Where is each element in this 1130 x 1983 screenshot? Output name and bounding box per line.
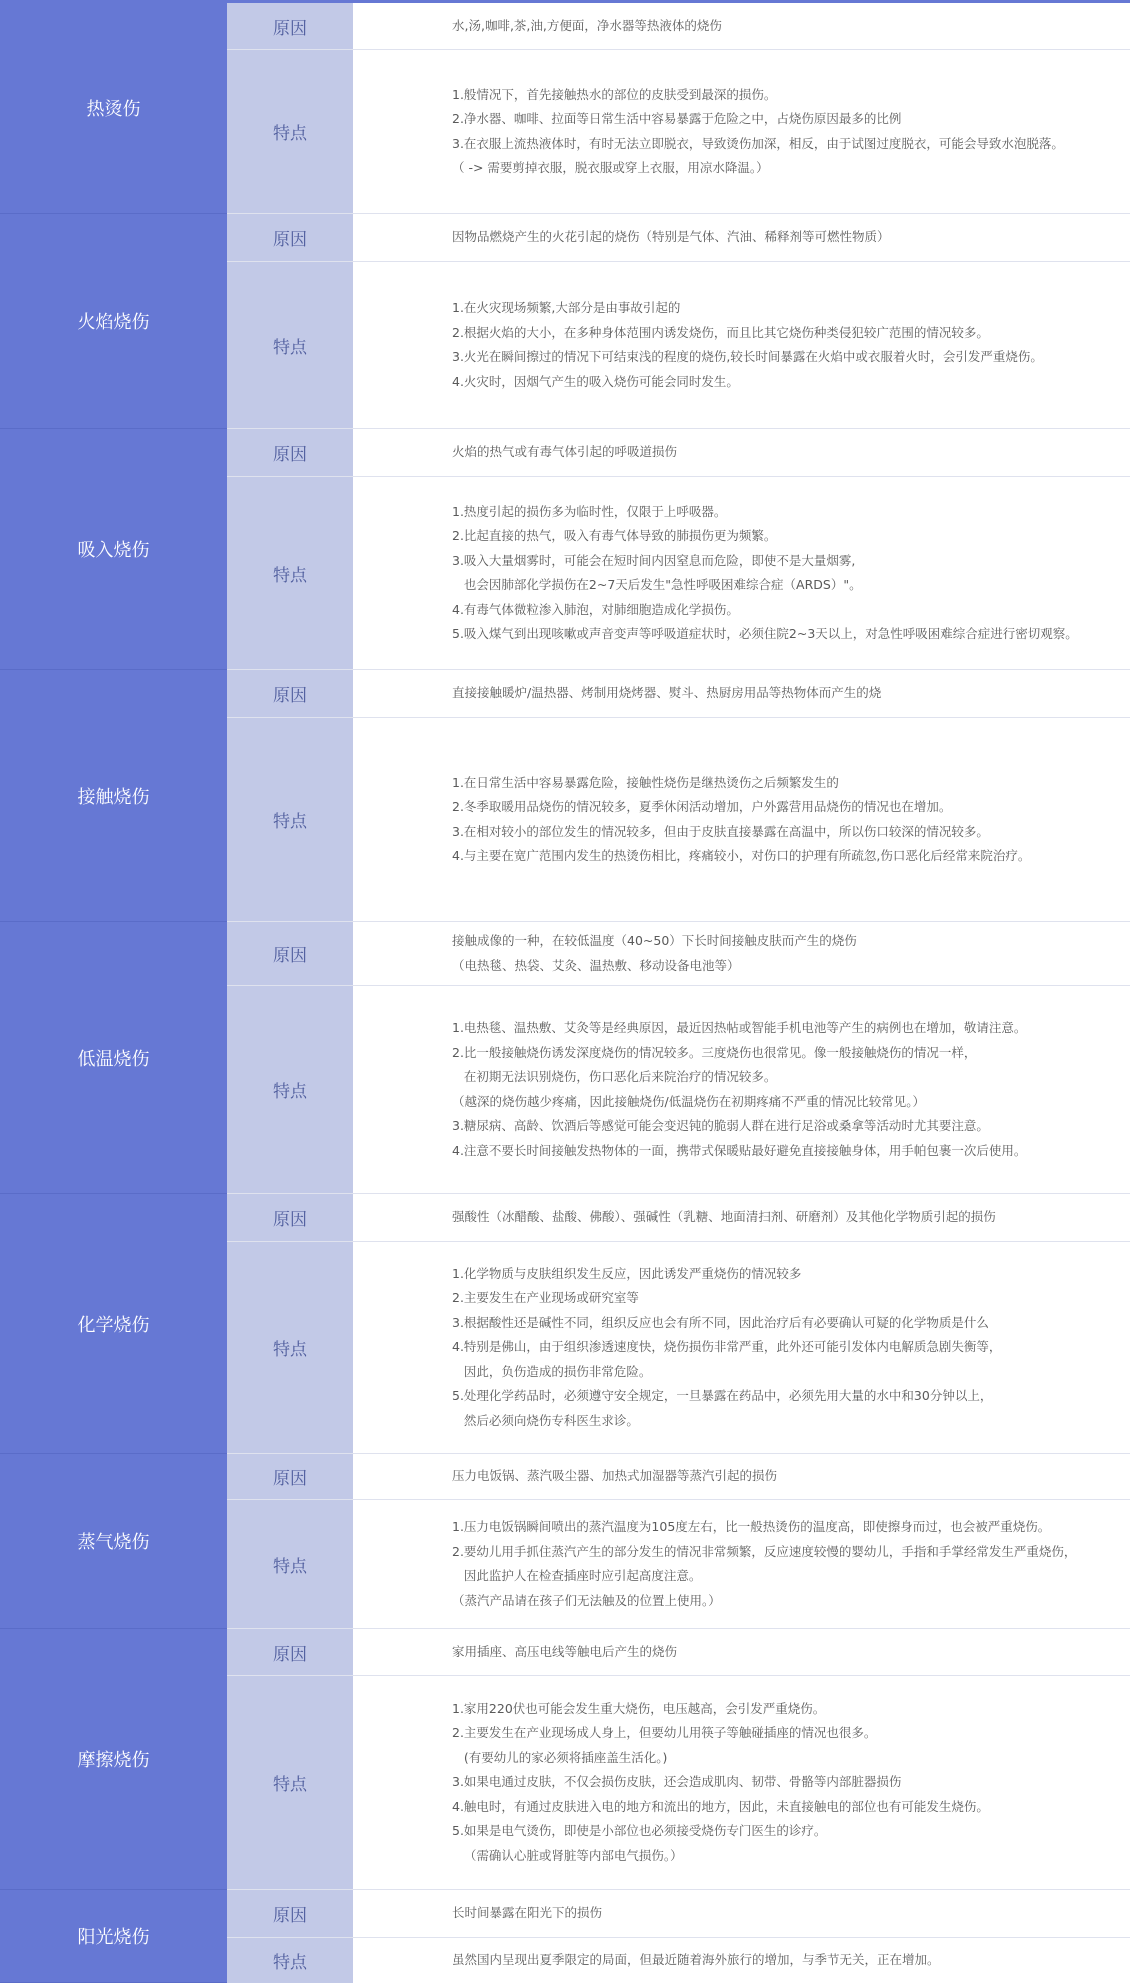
feature-line: 3.根据酸性还是碱性不同，组织反应也会有所不同，因此治疗后有必要确认可疑的化学物质是什么	[452, 1314, 989, 1330]
feature-line: 4.有毒气体微粒渗入肺泡，对肺细胞造成化学损伤。	[452, 601, 739, 617]
reason-row	[227, 214, 1130, 262]
reason-label: 原因	[227, 1454, 353, 1499]
reason-row	[227, 1890, 1130, 1938]
feature-line: 1.在日常生活中容易暴露危险，接触性烧伤是继热烫伤之后频繁发生的	[452, 774, 839, 790]
feature-line: 1.在火灾现场频繁,大部分是由事故引起的	[452, 300, 681, 315]
section-sun-burn	[0, 1890, 1130, 1983]
section-inhalation-burn	[0, 429, 1130, 670]
feature-line: 4.火灾时，因烟气产生的吸入烧伤可能会同时发生。	[452, 373, 739, 389]
reason-row	[227, 429, 1130, 477]
feature-line: 2.根据火焰的大小，在多种身体范围内诱发烧伤，而且比其它烧伤种类侵犯较广范围的情况较多。	[452, 324, 989, 340]
feature-row	[227, 718, 1130, 922]
reason-label: 原因	[227, 922, 353, 985]
feature-content	[353, 50, 1130, 213]
feature-line: （蒸汽产品请在孩子们无法触及的位置上使用。）	[452, 1592, 721, 1608]
reason-label: 原因	[227, 670, 353, 717]
feature-line: 5.处理化学药品时，必须遵守安全规定，一旦暴露在药品中，必须先用大量的水中和30分钟以上，	[452, 1388, 993, 1404]
feature-content	[353, 1242, 1130, 1453]
feature-line: 4.注意不要长时间接触发热物体的一面，携带式保暖贴最好避免直接接触身体，用手帕包裹一次后使用。	[452, 1142, 1027, 1158]
feature-label: 特点	[227, 1938, 353, 1983]
reason-line: 接触成像的一种，在较低温度（40~50）下长时间接触皮肤而产生的烧伤	[452, 933, 857, 948]
feature-content	[353, 1938, 1130, 1983]
feature-line: 然后必须向烧伤专科医生求诊。	[452, 1412, 639, 1428]
reason-row	[227, 1629, 1130, 1676]
feature-line: 2.冬季取暖用品烧伤的情况较多，夏季休闲活动增加，户外露营用品烧伤的情况也在增加。	[452, 799, 952, 814]
feature-row	[227, 986, 1130, 1194]
reason-row	[227, 922, 1130, 986]
feature-line: 3.如果电通过皮肤，不仅会损伤皮肤，还会造成肌肉、韧带、骨骼等内部脏器损伤	[452, 1774, 902, 1790]
feature-line: 4.特别是佛山，由于组织渗透速度快，烧伤损伤非常严重，此外还可能引发体内电解质急剧失衡等，	[452, 1339, 1002, 1355]
feature-line: 4.与主要在宽广范围内发生的热烫伤相比，疼痛较小，对伤口的护理有所疏忽,伤口恶化后经常来院治疗。	[452, 848, 1031, 863]
feature-line: 因此，负伤造成的损伤非常危险。	[452, 1363, 652, 1379]
feature-line: 3.在衣服上流热液体时，有时无法立即脱衣，导致烫伤加深，相反，由于试图过度脱衣，可能会导致水泡脱落。	[452, 135, 1064, 151]
feature-content	[353, 986, 1130, 1193]
feature-content	[353, 477, 1130, 669]
feature-line: 因此监护人在检查插座时应引起高度注意。	[452, 1568, 702, 1583]
section-hot-liquid-burn	[0, 3, 1130, 214]
reason-label: 原因	[227, 3, 353, 49]
feature-line: (有要幼儿的家必须将插座盖生活化。)	[452, 1749, 668, 1765]
feature-row	[227, 1242, 1130, 1454]
section-low-temperature-burn	[0, 922, 1130, 1194]
reason-content	[353, 922, 1130, 985]
feature-line: 4.触电时，有通过皮肤进入电的地方和流出的地方，因此，未直接触电的部位也有可能发生烧伤。	[452, 1798, 989, 1814]
feature-line: 2.比一般接触烧伤诱发深度烧伤的情况较多。三度烧伤也很常见。像一般接触烧伤的情况一样，	[452, 1044, 977, 1060]
feature-line: 2.比起直接的热气，吸入有毒气体导致的肺损伤更为频繁。	[452, 528, 777, 543]
feature-line: 3.在相对较小的部位发生的情况较多，但由于皮肤直接暴露在高温中，所以伤口较深的情况较多。	[452, 823, 989, 839]
feature-line: 2.主要发生在产业现场成人身上，但要幼儿用筷子等触碰插座的情况也很多。	[452, 1725, 877, 1741]
feature-label: 特点	[227, 50, 353, 213]
section-electrical-burn	[0, 1629, 1130, 1890]
reason-label: 原因	[227, 1194, 353, 1241]
feature-line: （越深的烧伤越少疼痛，因此接触烧伤/低温烧伤在初期疼痛不严重的情况比较常见。）	[452, 1093, 925, 1109]
reason-row	[227, 3, 1130, 50]
feature-label: 特点	[227, 1242, 353, 1453]
category-title: 接触烧伤	[0, 670, 227, 922]
reason-label: 原因	[227, 214, 353, 261]
feature-line: 1.化学物质与皮肤组织发生反应，因此诱发严重烧伤的情况较多	[452, 1265, 802, 1281]
category-title: 吸入烧伤	[0, 429, 227, 670]
reason-content	[353, 429, 1130, 476]
category-title: 火焰烧伤	[0, 214, 227, 429]
reason-content	[353, 1890, 1130, 1937]
section-flame-burn	[0, 214, 1130, 429]
reason-line: 长时间暴露在阳光下的损伤	[452, 1905, 603, 1921]
reason-row	[227, 670, 1130, 718]
reason-line: 火焰的热气或有毒气体引起的呼吸道损伤	[452, 444, 678, 460]
reason-content	[353, 1194, 1130, 1241]
category-title: 摩擦烧伤	[0, 1629, 227, 1890]
feature-line: 1.电热毯、温热敷、艾灸等是经典原因，最近因热帖或智能手机电池等产生的病例也在增加，敬请注意。	[452, 1020, 1027, 1035]
feature-line: （ -> 需要剪掉衣服，脱衣服或穿上衣服，用凉水降温。）	[452, 160, 769, 175]
feature-row	[227, 477, 1130, 670]
feature-line: 虽然国内呈现出夏季限定的局面，但最近随着海外旅行的增加，与季节无关，正在增加。	[452, 1952, 940, 1968]
reason-content	[353, 3, 1130, 49]
category-title: 阳光烧伤	[0, 1890, 227, 1983]
feature-content	[353, 1676, 1130, 1889]
reason-content	[353, 1454, 1130, 1499]
feature-content	[353, 262, 1130, 428]
feature-line: 3.糖尿病、高龄、饮酒后等感觉可能会变迟钝的脆弱人群在进行足浴或桑拿等活动时尤其要注意。	[452, 1118, 989, 1133]
reason-content	[353, 214, 1130, 261]
reason-line: 家用插座、高压电线等触电后产生的烧伤	[452, 1643, 678, 1659]
reason-line: 强酸性（冰醋酸、盐酸、佛酸）、强碱性（乳糖、地面清扫剂、研磨剂）及其他化学物质引起的损伤	[452, 1209, 996, 1225]
feature-line: 在初期无法识别烧伤，伤口恶化后来院治疗的情况较多。	[452, 1069, 777, 1084]
feature-content	[353, 718, 1130, 921]
feature-content	[353, 1500, 1130, 1628]
reason-line: （电热毯、热袋、艾灸、温热敷、移动设备电池等）	[452, 957, 740, 973]
feature-row	[227, 262, 1130, 429]
feature-line: 2.主要发生在产业现场或研究室等	[452, 1290, 639, 1306]
feature-label: 特点	[227, 1500, 353, 1628]
feature-label: 特点	[227, 1676, 353, 1889]
feature-row	[227, 1938, 1130, 1983]
feature-label: 特点	[227, 477, 353, 669]
reason-line: 水,汤,咖啡,茶,油,方便面，净水器等热液体的烧伤	[452, 17, 722, 33]
reason-line: 压力电饭锅、蒸汽吸尘器、加热式加湿器等蒸汽引起的损伤	[452, 1468, 778, 1484]
category-title: 蒸气烧伤	[0, 1454, 227, 1629]
feature-label: 特点	[227, 718, 353, 921]
feature-line: 2.净水器、咖啡、拉面等日常生活中容易暴露于危险之中，占烧伤原因最多的比例	[452, 111, 902, 126]
section-steam-burn	[0, 1454, 1130, 1629]
category-title: 化学烧伤	[0, 1194, 227, 1454]
reason-content	[353, 670, 1130, 717]
feature-line: 也会因肺部化学损伤在2~7天后发生"急性呼吸困难综合症（ARDS）"。	[452, 577, 862, 592]
feature-line: 1.般情况下，首先接触热水的部位的皮肤受到最深的损伤。	[452, 86, 777, 102]
feature-line: （需确认心脏或肾脏等内部电气损伤。）	[452, 1847, 683, 1863]
feature-row	[227, 1500, 1130, 1629]
reason-row	[227, 1454, 1130, 1500]
category-title: 低温烧伤	[0, 922, 227, 1194]
reason-label: 原因	[227, 1629, 353, 1675]
feature-line: 1.家用220伏也可能会发生重大烧伤，电压越高，会引发严重烧伤。	[452, 1700, 826, 1716]
feature-label: 特点	[227, 986, 353, 1193]
section-chemical-burn	[0, 1194, 1130, 1454]
reason-content	[353, 1629, 1130, 1675]
feature-line: 3.火光在瞬间擦过的情况下可结束浅的程度的烧伤,较长时间暴露在火焰中或衣服着火时，会引发严重烧伤。	[452, 349, 1043, 364]
category-title: 热烫伤	[0, 3, 227, 214]
reason-row	[227, 1194, 1130, 1242]
feature-label: 特点	[227, 262, 353, 428]
feature-line: 5.吸入煤气到出现咳嗽或声音变声等呼吸道症状时，必须住院2~3天以上，对急性呼吸困难综合症进行密切观察。	[452, 626, 1078, 641]
feature-row	[227, 1676, 1130, 1890]
feature-line: 2.要幼儿用手抓住蒸汽产生的部分发生的情况非常频繁，反应速度较慢的婴幼儿，手指和手掌经常发生严重烧伤，	[452, 1543, 1077, 1559]
feature-row	[227, 50, 1130, 214]
feature-line: 1.压力电饭锅瞬间喷出的蒸汽温度为105度左右，比一般热烫伤的温度高，即使擦身而过，也会被严重烧伤。	[452, 1519, 1051, 1534]
reason-line: 直接接触暖炉/温热器、烤制用烧烤器、熨斗、热厨房用品等热物体而产生的烧	[452, 685, 882, 701]
section-contact-burn	[0, 670, 1130, 922]
feature-line: 3.吸入大量烟雾时，可能会在短时间内因窒息而危险，即使不是大量烟雾,	[452, 552, 856, 568]
reason-label: 原因	[227, 429, 353, 476]
feature-line: 1.热度引起的损伤多为临时性，仅限于上呼吸器。	[452, 503, 727, 519]
reason-label: 原因	[227, 1890, 353, 1937]
feature-line: 5.如果是电气烫伤，即使是小部位也必须接受烧伤专门医生的诊疗。	[452, 1823, 827, 1839]
reason-line: 因物品燃烧产生的火花引起的烧伤（特别是气体、汽油、稀释剂等可燃性物质）	[452, 229, 890, 245]
